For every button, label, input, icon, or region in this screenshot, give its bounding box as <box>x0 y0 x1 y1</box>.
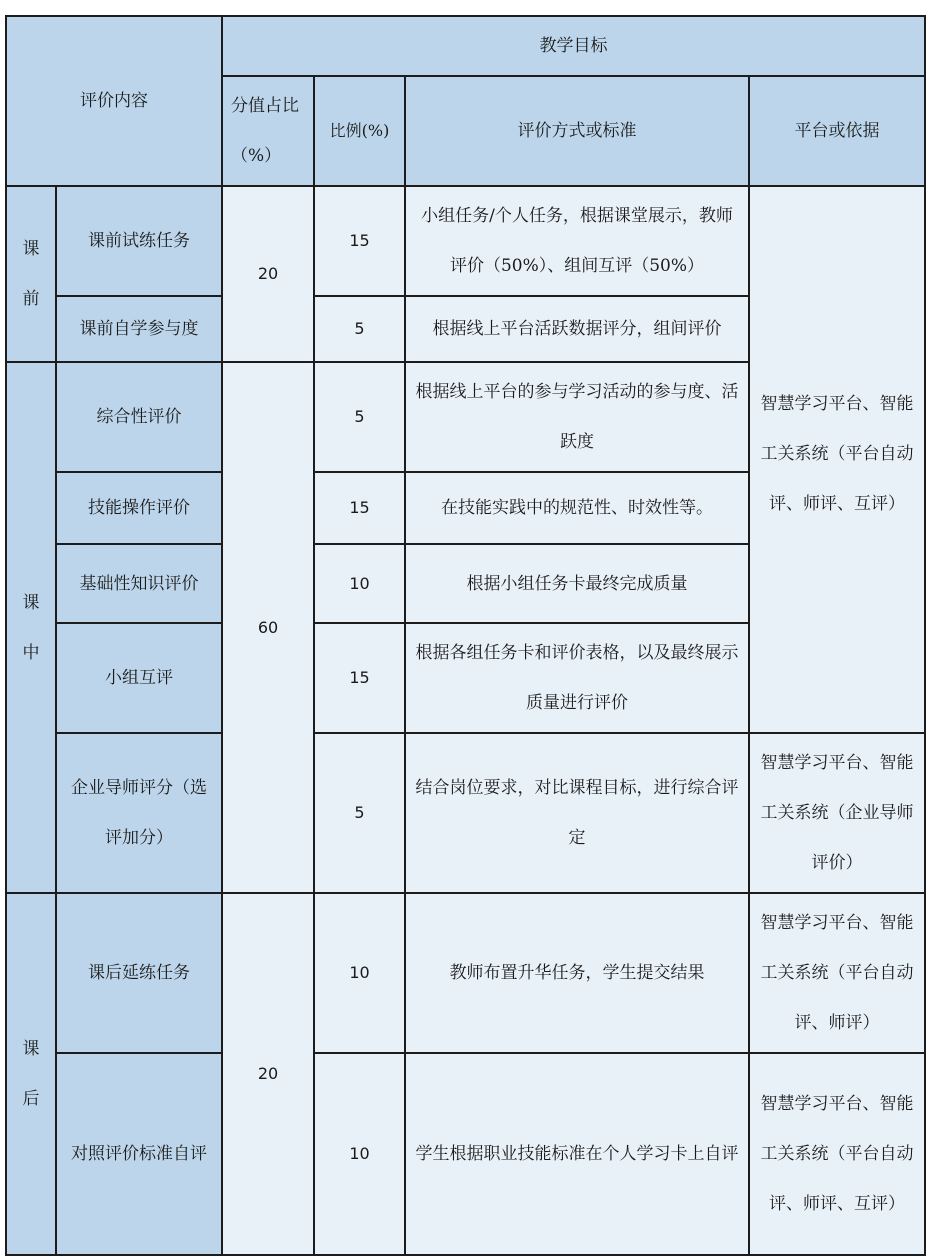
row-method: 教师布置升华任务，学生提交结果 <box>405 893 749 1053</box>
platform-post-task: 智慧学习平台、智能工关系统（平台自动评、师评） <box>749 893 925 1053</box>
stage-post <box>6 893 56 1255</box>
header-method: 评价方式或标准 <box>405 76 749 186</box>
row-ratio: 15 <box>314 186 405 296</box>
stage-mid <box>6 362 56 893</box>
header-score-ratio: 分值占比（%） <box>222 76 314 186</box>
row-method: 在技能实践中的规范性、时效性等。 <box>405 472 749 544</box>
row-item: 技能操作评价 <box>56 472 222 544</box>
row-ratio: 15 <box>314 623 405 733</box>
score-pre: 20 <box>222 186 314 362</box>
score-post: 20 <box>222 893 314 1255</box>
row-method: 学生根据职业技能标准在个人学习卡上自评 <box>405 1053 749 1255</box>
row-item: 课后延练任务 <box>56 893 222 1053</box>
score-mid: 60 <box>222 362 314 893</box>
row-method: 根据线上平台活跃数据评分，组间评价 <box>405 296 749 362</box>
row-method: 根据各组任务卡和评价表格，以及最终展示质量进行评价 <box>405 623 749 733</box>
row-method: 根据小组任务卡最终完成质量 <box>405 544 749 623</box>
header-eval-content: 评价内容 <box>6 16 222 186</box>
platform-main-text: 智慧学习平台、智能工关系统（平台自动评、师评、互评） <box>760 393 914 514</box>
platform-self-eval: 智慧学习平台、智能工关系统（平台自动评、师评、互评） <box>749 1053 925 1255</box>
row-method: 小组任务/个人任务，根据课堂展示，教师评价（50%）、组间互评（50%） <box>405 186 749 296</box>
header-teaching-goal: 教学目标 <box>222 16 925 76</box>
platform-mentor: 智慧学习平台、智能工关系统（企业导师评价） <box>749 733 925 893</box>
row-ratio: 10 <box>314 893 405 1053</box>
stage-pre-label: 课前 <box>22 239 40 309</box>
row-ratio: 5 <box>314 296 405 362</box>
row-method: 结合岗位要求，对比课程目标，进行综合评定 <box>405 733 749 893</box>
row-item: 课前自学参与度 <box>56 296 222 362</box>
row-item: 课前试练任务 <box>56 186 222 296</box>
row-item: 企业导师评分（选评加分） <box>56 733 222 893</box>
row-ratio: 10 <box>314 1053 405 1255</box>
row-ratio: 15 <box>314 472 405 544</box>
row-item: 基础性知识评价 <box>56 544 222 623</box>
stage-pre <box>6 186 56 362</box>
row-item: 综合性评价 <box>56 362 222 472</box>
row-item: 小组互评 <box>56 623 222 733</box>
header-platform: 平台或依据 <box>749 76 925 186</box>
row-ratio: 5 <box>314 362 405 472</box>
evaluation-table <box>5 15 926 1256</box>
row-item: 对照评价标准自评 <box>56 1053 222 1255</box>
stage-mid-label: 课中 <box>22 592 40 663</box>
stage-post-label: 课后 <box>22 1039 40 1109</box>
row-ratio: 5 <box>314 733 405 893</box>
row-ratio: 10 <box>314 544 405 623</box>
header-ratio: 比例(%) <box>314 76 405 186</box>
platform-main <box>749 186 925 733</box>
row-method: 根据线上平台的参与学习活动的参与度、活跃度 <box>405 362 749 472</box>
